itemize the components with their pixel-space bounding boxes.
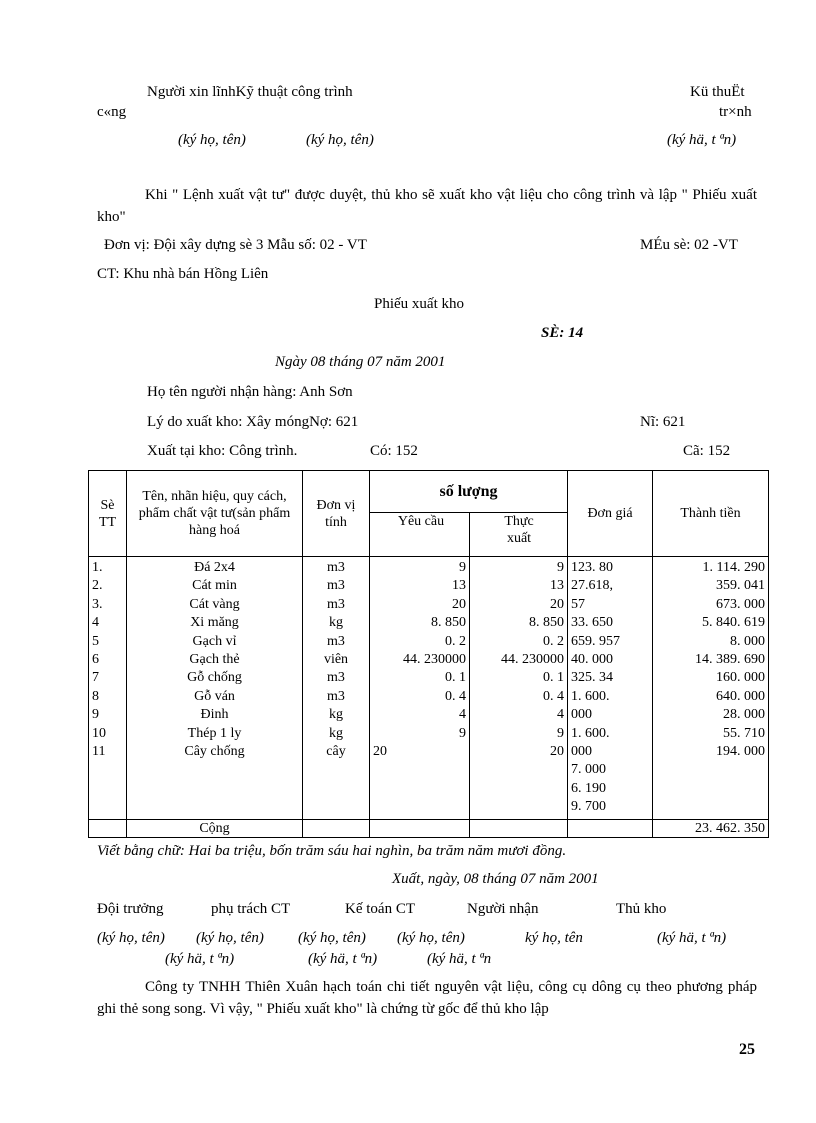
role-storekeeper: Thủ kho bbox=[616, 901, 667, 917]
unit-price-cell: 6. 190 bbox=[571, 780, 606, 796]
unit-price-cell: 000 bbox=[571, 744, 592, 760]
role-sig-6: (ký hä, t ªn) bbox=[657, 930, 727, 946]
amount-cell: 28. 000 bbox=[723, 707, 765, 723]
role-receiver: Người nhận bbox=[467, 901, 539, 917]
qty-requested-cell: 20 bbox=[373, 744, 387, 760]
stt-cell: 2. bbox=[92, 578, 103, 594]
unit-price-cell: 1. 600. bbox=[571, 688, 610, 704]
signature-note-1: (ký họ, tên) bbox=[178, 132, 246, 148]
page-number: 25 bbox=[739, 1041, 755, 1058]
stt-cell: 9 bbox=[92, 707, 99, 723]
qty-actual-cell: 0. 1 bbox=[543, 670, 564, 686]
qty-actual-cell: 9 bbox=[557, 560, 564, 575]
form-number: MÉu sè: 02 -VT bbox=[640, 237, 738, 253]
item-name-cell: Đá 2x4 bbox=[194, 560, 235, 575]
role-sig-4: (ký họ, tên) bbox=[397, 930, 465, 946]
credit-account: Có: 152 bbox=[370, 443, 418, 459]
document-title: Phiếu xuất kho bbox=[374, 296, 464, 312]
col-qty-requested bbox=[370, 557, 470, 820]
signature-roles-left: Người xin lĩnhKỹ thuật công trình bbox=[147, 84, 353, 100]
col-qty-actual bbox=[470, 557, 568, 820]
header-unit: Đơn vị tính bbox=[303, 471, 370, 557]
item-name-cell: Cát vàng bbox=[189, 596, 240, 612]
stt-cell: 10 bbox=[92, 725, 106, 741]
unit-cell: m3 bbox=[327, 670, 345, 686]
unit-price-cell: 27.618, bbox=[571, 578, 613, 594]
stt-cell: 1. bbox=[92, 560, 103, 575]
qty-actual-cell: 20 bbox=[550, 744, 564, 760]
amount-cell: 1. 114. 290 bbox=[702, 560, 765, 575]
amount-in-words: Viết bằng chữ: Hai ba triệu, bốn trăm sáu hai nghìn, ba trăm năm mươi đồng. bbox=[97, 843, 567, 859]
amount-cell: 8. 000 bbox=[730, 633, 765, 649]
issue-slip-table bbox=[88, 470, 769, 838]
header-quantity: số lượng bbox=[370, 471, 568, 513]
signature-role-left-cont: c«ng bbox=[97, 104, 127, 120]
qty-actual-cell: 0. 4 bbox=[543, 688, 564, 704]
role-accountant: Kế toán CT bbox=[345, 901, 415, 917]
intro-paragraph: Khi " Lệnh xuất vật tư" được duyệt, thủ kho sẽ xuất kho vật liệu cho công trình và lập " Phiếu xuất kho" bbox=[97, 187, 757, 225]
qty-requested-cell: 13 bbox=[452, 578, 466, 594]
qty-requested-cell: 9 bbox=[459, 560, 466, 575]
stt-cell: 8 bbox=[92, 688, 99, 704]
header-stt: Sè TT bbox=[89, 471, 127, 557]
amount-cell: 55. 710 bbox=[723, 725, 765, 741]
item-name-cell: Đinh bbox=[200, 707, 229, 723]
unit-line: Đơn vị: Đội xây dựng sè 3 Mẫu số: 02 - VT bbox=[104, 237, 367, 253]
unit-cell: kg bbox=[329, 707, 343, 723]
unit-price-cell: 000 bbox=[571, 707, 592, 723]
amount-cell: 194. 000 bbox=[716, 744, 765, 760]
unit-cell: m3 bbox=[327, 596, 345, 612]
amount-cell: 5. 840. 619 bbox=[702, 615, 765, 631]
item-name-cell: Thép 1 ly bbox=[187, 725, 242, 741]
debit-account: Nĩ: 621 bbox=[640, 414, 686, 430]
qty-actual-cell: 9 bbox=[557, 725, 564, 741]
unit-cell: viên bbox=[323, 652, 349, 668]
role-team-leader: Đội trưởng bbox=[97, 901, 164, 917]
stt-cell: 5 bbox=[92, 633, 99, 649]
qty-requested-cell: 0. 4 bbox=[445, 688, 466, 704]
unit-price-cell: 123. 80 bbox=[571, 560, 613, 575]
header-unit-price: Đơn giá bbox=[568, 471, 653, 557]
unit-price-cell: 7. 000 bbox=[571, 762, 606, 778]
unit-cell: m3 bbox=[327, 688, 345, 704]
role-sig-1: (ký họ, tên) bbox=[97, 930, 165, 946]
role-sig-8: (ký hä, t ªn) bbox=[308, 951, 378, 967]
qty-requested-cell: 44. 230000 bbox=[403, 652, 466, 668]
role-sig-5: ký họ, tên bbox=[525, 930, 583, 946]
unit-price-cell: 325. 34 bbox=[571, 670, 613, 686]
item-name-cell: Gỗ chống bbox=[187, 670, 242, 686]
warehouse-line: Xuất tại kho: Công trình. bbox=[147, 443, 298, 459]
total-amount: 23. 462. 350 bbox=[653, 819, 769, 837]
credit-account-alt: Cã: 152 bbox=[683, 443, 731, 459]
qty-actual-cell: 4 bbox=[557, 707, 564, 723]
role-sig-2: (ký họ, tên) bbox=[196, 930, 264, 946]
col-amounts bbox=[653, 557, 769, 820]
signature-note-2: (ký họ, tên) bbox=[306, 132, 374, 148]
unit-cell: m3 bbox=[327, 560, 345, 575]
unit-price-cell: 33. 650 bbox=[571, 615, 613, 631]
signature-role-right: Kü thuËt bbox=[690, 84, 745, 100]
unit-cell: m3 bbox=[327, 578, 345, 594]
unit-price-cell: 57 bbox=[571, 596, 585, 612]
unit-cell: kg bbox=[329, 725, 343, 741]
item-name-cell: Gỗ ván bbox=[194, 688, 235, 704]
issue-date: Xuất, ngày, 08 tháng 07 năm 2001 bbox=[392, 871, 599, 887]
unit-price-cell: 659. 957 bbox=[571, 633, 620, 649]
unit-cell: m3 bbox=[327, 633, 345, 649]
header-item-name: Tên, nhãn hiệu, quy cách, phẩm chất vật tư(sản phẩm hàng hoá bbox=[127, 471, 303, 557]
amount-cell: 359. 041 bbox=[716, 578, 765, 594]
item-name-cell: Cây chống bbox=[184, 744, 245, 760]
stt-cell: 3. bbox=[92, 596, 103, 612]
qty-actual-cell: 44. 230000 bbox=[501, 652, 564, 668]
item-name-cell: Gạch thẻ bbox=[189, 652, 240, 668]
role-sig-3: (ký họ, tên) bbox=[298, 930, 366, 946]
col-stt bbox=[89, 557, 127, 820]
col-unit-prices bbox=[568, 557, 653, 820]
amount-cell: 640. 000 bbox=[716, 688, 765, 704]
qty-requested-cell: 20 bbox=[452, 596, 466, 612]
stt-cell: 4 bbox=[92, 615, 99, 631]
qty-actual-cell: 8. 850 bbox=[529, 615, 564, 631]
qty-requested-cell: 4 bbox=[459, 707, 466, 723]
document-date: Ngày 08 tháng 07 năm 2001 bbox=[275, 354, 446, 370]
document-number: SÈ: 14 bbox=[541, 325, 584, 341]
stt-cell: 11 bbox=[92, 744, 106, 760]
item-name-cell: Gạch vỉ bbox=[192, 633, 237, 649]
reason-line: Lý do xuất kho: Xây móngNợ: 621 bbox=[147, 414, 359, 430]
qty-requested-cell: 0. 2 bbox=[445, 633, 466, 649]
unit-price-cell: 9. 700 bbox=[571, 799, 606, 815]
receiver-line: Họ tên người nhận hàng: Anh Sơn bbox=[147, 384, 353, 400]
qty-actual-cell: 13 bbox=[550, 578, 564, 594]
project-line: CT: Khu nhà bán Hồng Liên bbox=[97, 266, 269, 282]
col-item-names bbox=[127, 557, 303, 820]
unit-price-cell: 1. 600. bbox=[571, 725, 610, 741]
stt-cell: 6 bbox=[92, 652, 99, 668]
stt-cell: 7 bbox=[92, 670, 99, 686]
header-qty-actual: Thực xuất bbox=[470, 513, 568, 557]
col-units bbox=[303, 557, 370, 820]
amount-cell: 673. 000 bbox=[716, 596, 765, 612]
unit-cell: cây bbox=[326, 744, 346, 760]
unit-cell: kg bbox=[329, 615, 343, 631]
item-name-cell: Cát min bbox=[192, 578, 237, 594]
qty-actual-cell: 20 bbox=[550, 596, 564, 612]
amount-cell: 14. 389. 690 bbox=[695, 652, 765, 668]
header-amount: Thành tiền bbox=[653, 471, 769, 557]
signature-role-right-cont: tr×nh bbox=[719, 104, 752, 120]
item-name-cell: Xi măng bbox=[190, 615, 239, 631]
qty-requested-cell: 9 bbox=[459, 725, 466, 741]
amount-cell: 160. 000 bbox=[716, 670, 765, 686]
closing-paragraph: Công ty TNHH Thiên Xuân hạch toán chi tiết nguyên vật liệu, công cụ dông cụ theo phương pháp ghi thẻ song song. Vì vậy, " Phiếu xuất kho" là chứng từ gốc để thủ kho lập bbox=[97, 979, 757, 1017]
header-qty-requested: Yêu cầu bbox=[370, 513, 470, 557]
qty-requested-cell: 8. 850 bbox=[431, 615, 466, 631]
role-sig-9: (ký hä, t ªn bbox=[427, 951, 492, 967]
qty-actual-cell: 0. 2 bbox=[543, 633, 564, 649]
qty-requested-cell: 0. 1 bbox=[445, 670, 466, 686]
role-sig-7: (ký hä, t ªn) bbox=[165, 951, 235, 967]
total-label: Cộng bbox=[127, 819, 303, 837]
signature-note-3: (ký hä, t ªn) bbox=[667, 132, 737, 148]
unit-price-cell: 40. 000 bbox=[571, 652, 613, 668]
role-project-manager: phụ trách CT bbox=[211, 901, 291, 917]
